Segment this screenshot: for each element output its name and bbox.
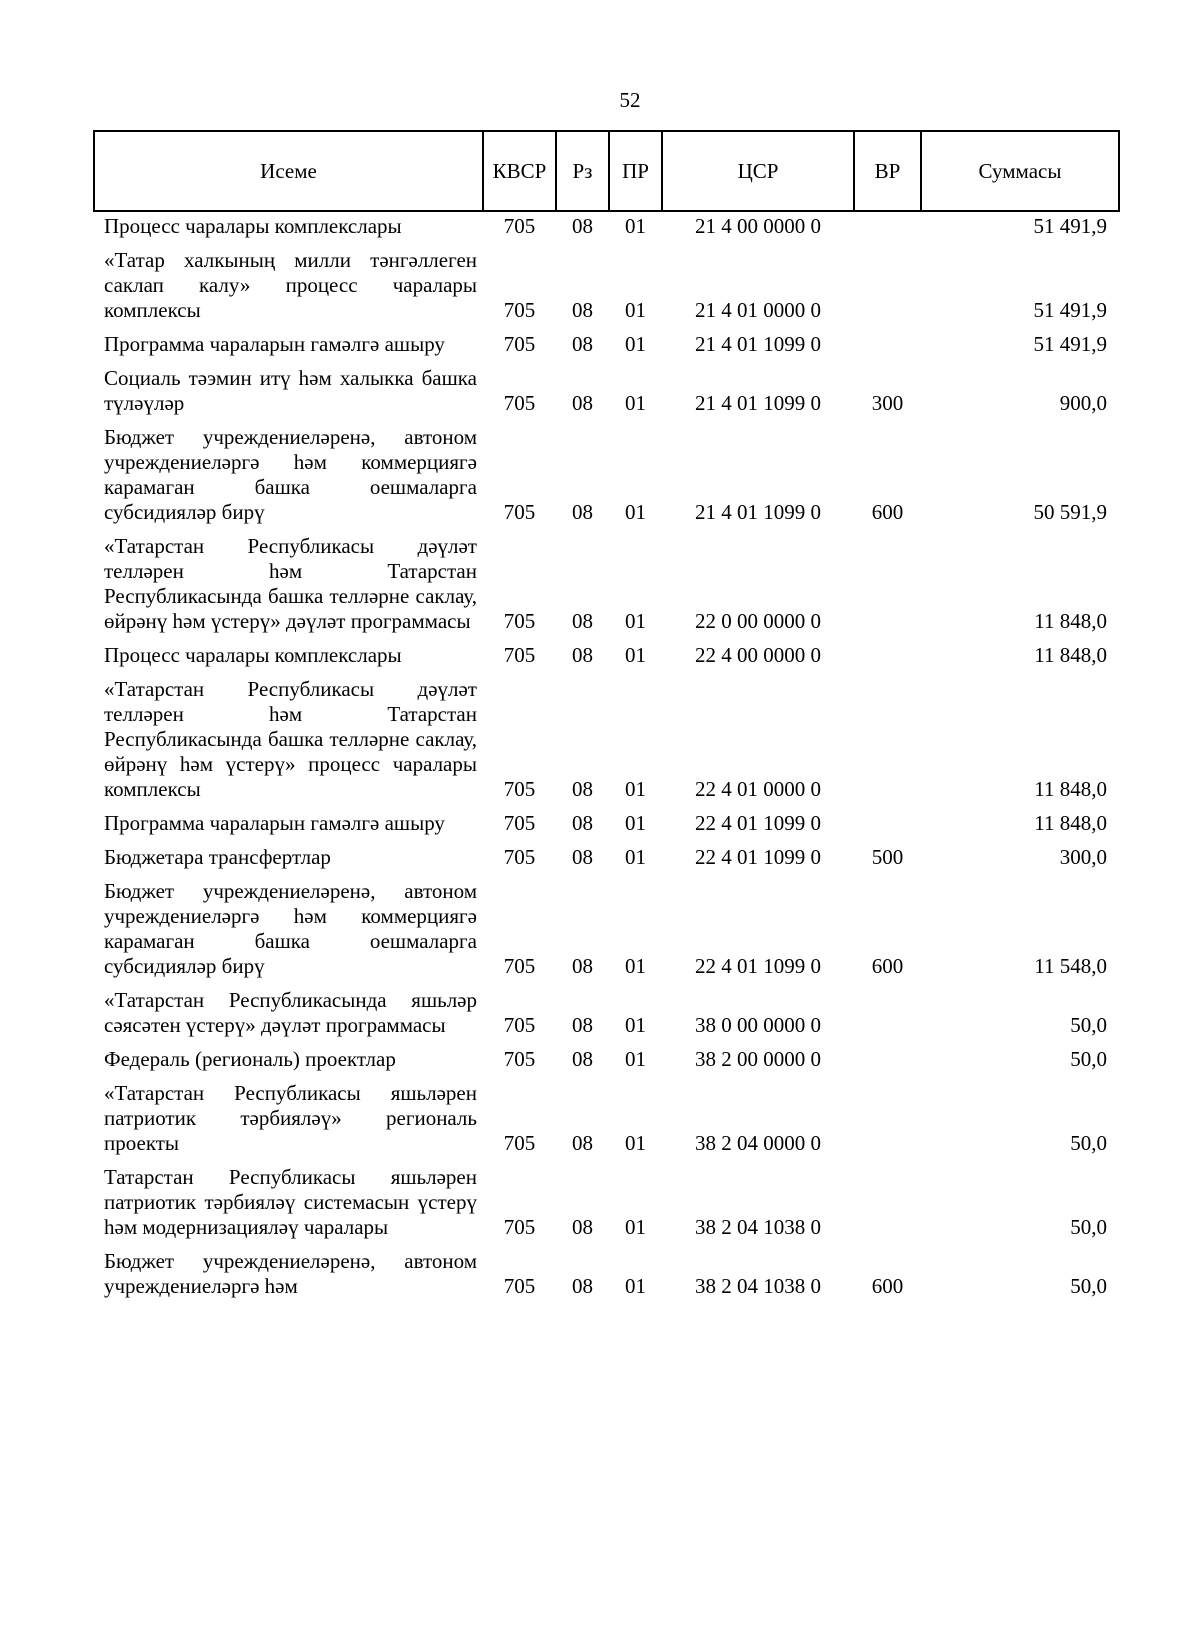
row-sum-cell: 51 491,9: [1033, 214, 1107, 238]
table-body: [94, 211, 1119, 1308]
row-vr-cell: 600: [871, 1274, 904, 1298]
table-row: [94, 366, 1119, 425]
row-kvsr-cell: 705: [503, 298, 536, 322]
row-pr-cell: 01: [625, 1131, 646, 1155]
row-sum-cell: 51 491,9: [1033, 332, 1107, 356]
row-name-cell: «Татарстан Республикасында яшьләр сәясәтен үстерү» дәүләт программасы: [104, 988, 477, 1037]
row-rz-cell: 08: [572, 1047, 593, 1071]
row-csr-cell: 38 2 04 1038 0: [695, 1274, 821, 1298]
table-row: [94, 1165, 1119, 1249]
row-name-cell: «Татарстан Республикасы дәүләт телләрен һәм Татарстан Республикасында башка телләрне саклау, өйрәнү һәм үстерү» дәүләт программасы: [104, 534, 477, 633]
row-kvsr-cell: 705: [503, 777, 536, 801]
row-kvsr-cell: 705: [503, 391, 536, 415]
row-vr-cell: [854, 643, 921, 677]
row-csr-cell: 22 4 01 0000 0: [695, 777, 821, 801]
row-pr-cell: 01: [625, 845, 646, 869]
row-vr-cell: [854, 1165, 921, 1249]
row-vr-cell: 300: [871, 391, 904, 415]
row-kvsr-cell: 705: [503, 332, 536, 356]
row-csr-cell: 22 4 00 0000 0: [695, 643, 821, 667]
row-sum-cell: 50,0: [1070, 1013, 1107, 1037]
row-csr-cell: 22 0 00 0000 0: [695, 609, 821, 633]
row-kvsr-cell: 705: [503, 1047, 536, 1071]
row-kvsr-cell: 705: [503, 1013, 536, 1037]
row-rz-cell: 08: [572, 777, 593, 801]
row-name-cell: Программа чараларын гамәлгә ашыру: [104, 811, 445, 835]
column-header-name: Исеме: [94, 131, 483, 211]
table-row: [94, 1081, 1119, 1165]
table-row: [94, 425, 1119, 534]
row-vr-cell: 500: [871, 845, 904, 869]
row-vr-cell: [854, 1081, 921, 1165]
row-vr-cell: 600: [871, 500, 904, 524]
row-sum-cell: 11 848,0: [1034, 777, 1107, 801]
column-header-vr: ВР: [854, 131, 921, 211]
row-name-cell: Федераль (региональ) проектлар: [104, 1047, 396, 1071]
page-number: 52: [619, 88, 641, 112]
row-kvsr-cell: 705: [503, 214, 536, 238]
row-sum-cell: 300,0: [1059, 845, 1107, 869]
row-name-cell: «Татарстан Республикасы яшьләрен патриотик тәрбияләү» региональ проекты: [104, 1081, 477, 1155]
row-pr-cell: 01: [625, 777, 646, 801]
table-row: [94, 845, 1119, 879]
row-rz-cell: 08: [572, 1274, 593, 1298]
table-row: [94, 879, 1119, 988]
row-pr-cell: 01: [625, 214, 646, 238]
row-kvsr-cell: 705: [503, 609, 536, 633]
table-row: [94, 332, 1119, 366]
row-sum-cell: 50,0: [1070, 1131, 1107, 1155]
row-csr-cell: 38 2 04 1038 0: [695, 1215, 821, 1239]
row-rz-cell: 08: [572, 500, 593, 524]
row-rz-cell: 08: [572, 1131, 593, 1155]
table-row: [94, 534, 1119, 643]
row-csr-cell: 22 4 01 1099 0: [695, 811, 821, 835]
row-sum-cell: 50 591,9: [1033, 500, 1107, 524]
row-name-cell: Процесс чаралары комплекслары: [104, 643, 402, 667]
budget-table: [93, 130, 1120, 1308]
row-vr-cell: [854, 988, 921, 1047]
row-rz-cell: 08: [572, 1215, 593, 1239]
row-kvsr-cell: 705: [503, 500, 536, 524]
row-name-cell: «Татар халкының милли тәнгәллеген саклап калу» процесс чаралары комплексы: [104, 248, 477, 322]
row-name-cell: Бюджет учреждениеләренә, автоном учреждениеләргә һәм коммерциягә карамаган башка оешмаларга субсидияләр бирү: [104, 425, 477, 524]
row-pr-cell: 01: [625, 609, 646, 633]
row-vr-cell: [854, 1047, 921, 1081]
table-row: [94, 211, 1119, 248]
row-kvsr-cell: 705: [503, 954, 536, 978]
column-header-rz: Рз: [556, 131, 609, 211]
row-rz-cell: 08: [572, 391, 593, 415]
row-pr-cell: 01: [625, 954, 646, 978]
row-vr-cell: [854, 677, 921, 811]
row-sum-cell: 11 848,0: [1034, 643, 1107, 667]
row-pr-cell: 01: [625, 298, 646, 322]
row-pr-cell: 01: [625, 643, 646, 667]
column-header-sum: Суммасы: [921, 131, 1119, 211]
row-csr-cell: 22 4 01 1099 0: [695, 954, 821, 978]
row-sum-cell: 11 848,0: [1034, 609, 1107, 633]
row-csr-cell: 38 0 00 0000 0: [695, 1013, 821, 1037]
row-rz-cell: 08: [572, 214, 593, 238]
row-vr-cell: [854, 248, 921, 332]
row-name-cell: Социаль тәэмин итү һәм халыкка башка түләүләр: [104, 366, 477, 415]
row-name-cell: Татарстан Республикасы яшьләрен патриотик тәрбияләү системасын үстерү һәм модернизацияләү чаралары: [104, 1165, 477, 1239]
table-row: [94, 1047, 1119, 1081]
row-rz-cell: 08: [572, 298, 593, 322]
row-name-cell: Бюджет учреждениеләренә, автоном учреждениеләргә һәм: [104, 1249, 477, 1298]
table-row: [94, 1249, 1119, 1308]
row-pr-cell: 01: [625, 1047, 646, 1071]
row-csr-cell: 38 2 00 0000 0: [695, 1047, 821, 1071]
row-kvsr-cell: 705: [503, 811, 536, 835]
table-row: [94, 811, 1119, 845]
row-csr-cell: 38 2 04 0000 0: [695, 1131, 821, 1155]
table-header: [94, 131, 1119, 211]
row-pr-cell: 01: [625, 1215, 646, 1239]
row-name-cell: Процесс чаралары комплекслары: [104, 214, 402, 238]
row-pr-cell: 01: [625, 500, 646, 524]
row-vr-cell: [854, 211, 921, 248]
row-name-cell: «Татарстан Республикасы дәүләт телләрен һәм Татарстан Республикасында башка телләрне саклау, өйрәнү һәм үстерү» процесс чаралары комплексы: [104, 677, 477, 801]
row-csr-cell: 21 4 00 0000 0: [695, 214, 821, 238]
row-csr-cell: 21 4 01 1099 0: [695, 500, 821, 524]
row-rz-cell: 08: [572, 811, 593, 835]
row-vr-cell: 600: [871, 954, 904, 978]
row-rz-cell: 08: [572, 845, 593, 869]
row-kvsr-cell: 705: [503, 643, 536, 667]
row-pr-cell: 01: [625, 1013, 646, 1037]
row-vr-cell: [854, 332, 921, 366]
row-rz-cell: 08: [572, 332, 593, 356]
row-kvsr-cell: 705: [503, 1215, 536, 1239]
table-row: [94, 677, 1119, 811]
row-sum-cell: 50,0: [1070, 1274, 1107, 1298]
table-row: [94, 643, 1119, 677]
row-vr-cell: [854, 811, 921, 845]
row-sum-cell: 50,0: [1070, 1215, 1107, 1239]
table-row: [94, 248, 1119, 332]
row-sum-cell: 11 848,0: [1034, 811, 1107, 835]
row-pr-cell: 01: [625, 332, 646, 356]
row-csr-cell: 21 4 01 1099 0: [695, 332, 821, 356]
row-kvsr-cell: 705: [503, 845, 536, 869]
row-pr-cell: 01: [625, 1274, 646, 1298]
row-csr-cell: 21 4 01 1099 0: [695, 391, 821, 415]
row-rz-cell: 08: [572, 643, 593, 667]
row-csr-cell: 22 4 01 1099 0: [695, 845, 821, 869]
row-vr-cell: [854, 534, 921, 643]
row-sum-cell: 50,0: [1070, 1047, 1107, 1071]
table-row: [94, 988, 1119, 1047]
row-sum-cell: 11 548,0: [1034, 954, 1107, 978]
row-name-cell: Бюджет учреждениеләренә, автоном учреждениеләргә һәм коммерциягә карамаган башка оешмаларга субсидияләр бирү: [104, 879, 477, 978]
row-pr-cell: 01: [625, 391, 646, 415]
row-csr-cell: 21 4 01 0000 0: [695, 298, 821, 322]
column-header-csr: ЦСР: [662, 131, 854, 211]
row-pr-cell: 01: [625, 811, 646, 835]
row-name-cell: Бюджетара трансфертлар: [104, 845, 331, 869]
column-header-pr: ПР: [609, 131, 662, 211]
row-kvsr-cell: 705: [503, 1131, 536, 1155]
row-rz-cell: 08: [572, 954, 593, 978]
row-rz-cell: 08: [572, 609, 593, 633]
row-kvsr-cell: 705: [503, 1274, 536, 1298]
column-header-kvsr: КВСР: [483, 131, 556, 211]
row-name-cell: Программа чараларын гамәлгә ашыру: [104, 332, 445, 356]
row-rz-cell: 08: [572, 1013, 593, 1037]
row-sum-cell: 900,0: [1059, 391, 1107, 415]
row-sum-cell: 51 491,9: [1033, 298, 1107, 322]
